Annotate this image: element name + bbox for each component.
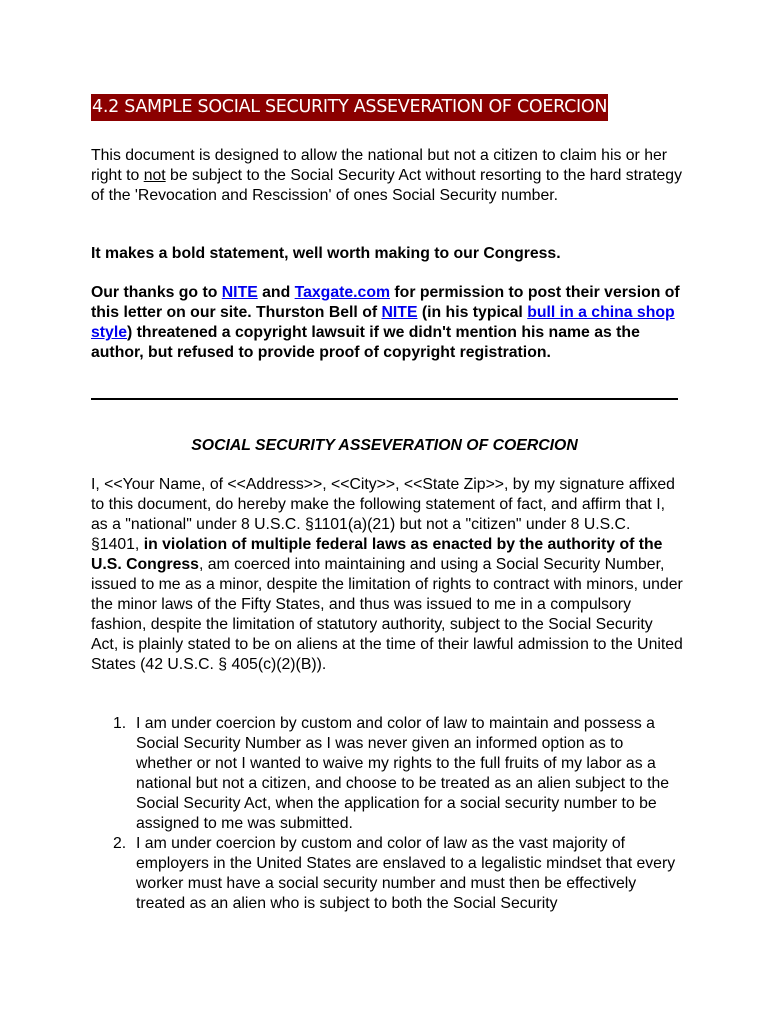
intro-text-continued: be subject to the Social Security Act without resorting to the hard strategy of the 'Revocation and Rescission' of ones Social Security number. [91,167,682,204]
thanks-paragraph [91,283,683,363]
thanks-text: ) threatened a copyright lawsuit if we didn't mention his name as the author, but refused to provide proof of copyright registration. [91,324,640,361]
thanks-text: (in his typical [417,304,528,321]
list-item [91,834,683,914]
taxgate-link[interactable]: Taxgate.com [294,284,391,301]
asseveration-body [91,475,683,675]
list-item [91,714,683,834]
nite-link[interactable]: NITE [221,284,258,301]
thanks-text: and [257,284,295,301]
thanks-text: for permission to post their version of this letter on our site. Thurston Bell of [91,284,680,321]
coercion-list [91,714,683,914]
thanks-text: Our thanks go to [91,284,222,301]
body-text-continued: , am coerced into maintaining and using a Social Security Number, issued to me as a minor, despite the limitation of rights to contract with minors, under the minor laws of the Fifty States, and thus was issued to me in a compulsory fashion, despite the limitation of statutory authority, subject to the Social Security Act, is plainly stated to be on aliens at the time of their lawful admission to the United States (42 U.S.C. § 405(c)(2)(B)). [91,556,683,673]
intro-text: This document is designed to allow the national but not a citizen to claim his or her right to [91,147,668,184]
body-bold-text: in violation of multiple federal laws as enacted by the authority of the U.S. Congress [91,536,663,573]
document-title: SOCIAL SECURITY ASSEVERATION OF COERCION [191,437,578,454]
nite-link-2[interactable]: NITE [381,304,418,321]
bold-statement: It makes a bold statement, well worth making to our Congress. [91,245,561,262]
bull-china-shop-link[interactable]: bull in a china shop style [91,304,675,341]
section-heading: 4.2 SAMPLE SOCIAL SECURITY ASSEVERATION OF COERCION [91,94,608,121]
list-item-number: 2. [113,835,127,852]
list-item-text: I am under coercion by custom and color of law to maintain and possess a Social Security Number as I was never given an informed option as to whether or not I wanted to waive my rights to the full fruits of my labor as a national but not a citizen, and choose to be treated as an alien subject to the Social Security Act, when the application for a social security number to be assigned to me was submitted. [136,715,670,832]
horizontal-divider [91,398,678,400]
intro-paragraph [91,146,683,206]
intro-underlined-word: not [143,167,166,184]
list-item-number: 1. [113,715,127,732]
body-text: I, <<Your Name, of <<Address>>, <<City>>, <<State Zip>>, by my signature affixed to this document, do hereby make the following statement of fact, and affirm that I, as a "national" under 8 U.S.C. §1101(a)(21) but not a "citizen" under 8 U.S.C. §1401, [91,476,675,553]
list-item-text: I am under coercion by custom and color of law as the vast majority of employers in the United States are enslaved to a legalistic mindset that every worker must have a social security number and must then be effectively treated as an alien who is subject to both the Social Security [136,835,676,912]
